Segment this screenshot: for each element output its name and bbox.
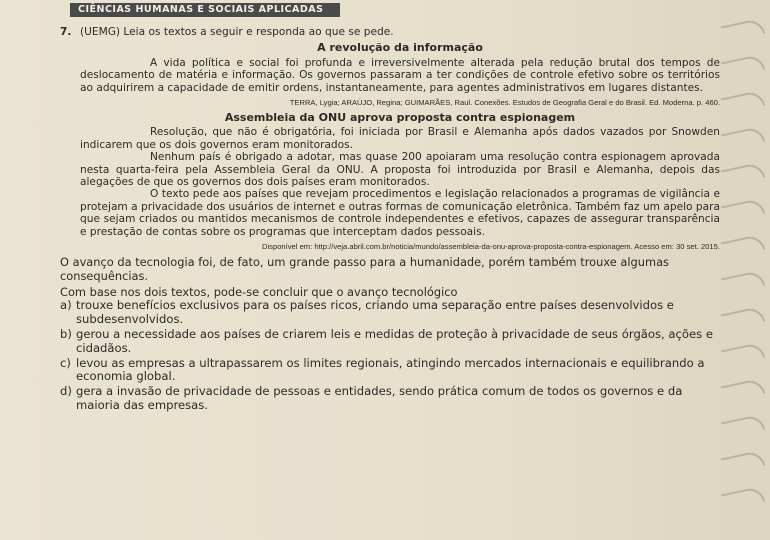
- spiral-ring-icon: [721, 378, 765, 402]
- spiral-ring-icon: [721, 450, 765, 474]
- section-header-band: CIÊNCIAS HUMANAS E SOCIAIS APLICADAS: [70, 3, 340, 17]
- answer-option-b[interactable]: [60, 328, 720, 356]
- option-letter: a): [60, 298, 72, 313]
- text1-body: A vida política e social foi profunda e irreversivelmente alterada pela redução brutal dos tempos de deslocamento de matéria e informação. Os governos passaram a ter condições de controle efetivo sobre os territórios ao adquirirem a capacidade de emitir ordens, instantaneamente, para agentes administrativos em lugares distantes.: [80, 56, 720, 94]
- option-letter: d): [60, 384, 72, 399]
- spiral-ring-icon: [721, 486, 765, 510]
- answer-option-a[interactable]: [60, 299, 720, 327]
- spiral-ring-icon: [721, 126, 765, 150]
- spiral-ring-icon: [721, 306, 765, 330]
- spiral-ring-icon: [721, 234, 765, 258]
- option-text: gera a invasão de privacidade de pessoas e entidades, sendo prática comum de todos os governos e da maioria das empresas.: [76, 384, 683, 412]
- spiral-ring-icon: [721, 54, 765, 78]
- question-content: [60, 26, 720, 414]
- spiral-ring-icon: [721, 414, 765, 438]
- question-intro-text: (UEMG) Leia os textos a seguir e responda ao que se pede.: [80, 26, 394, 38]
- text2-paragraph-3: O texto pede aos países que revejam procedimentos e legislação relacionados a programas de vigilância e protejam a privacidade dos usuários de internet e outras formas de comunicação eletrônica. Também faz um apelo para que sejam criados ou mantidos mecanismos de controle independentes e efetivos, capazes de assegurar transparência e prestação de contas sobre os programas que interceptam dados pessoais.: [80, 188, 720, 238]
- spiral-ring-icon: [721, 162, 765, 186]
- text2-source: Disponível em: http://veja.abril.com.br/noticia/mundo/assembleia-da-onu-aprova-proposta-contra-espionagem. Acesso em: 30 set. 2015.: [262, 242, 720, 252]
- option-text: levou as empresas a ultrapassarem os limites regionais, atingindo mercados internacionais e equilibrando a economia global.: [76, 355, 705, 384]
- text2-paragraph-2: Nenhum país é obrigado a adotar, mas quase 200 apoiaram uma resolução contra espionagem aprovada nesta quarta-feira pela Assembleia Geral da ONU. A proposta foi introduzida por Brasil e Alemanha, depois das alegações de que os governos dos dois países eram monitorados.: [80, 151, 720, 189]
- text1-source: TERRA, Lygia; ARAÚJO, Regina; GUIMARÃES, Raul. Conexões. Estudos de Geografia Geral e do Brasil. Ed. Moderna. p. 460.: [289, 98, 720, 108]
- spiral-ring-icon: [721, 90, 765, 114]
- text2-paragraph-1: Resolução, que não é obrigatória, foi iniciada por Brasil e Alemanha após dados vazados por Snowden indicarem que os dois governos eram monitorados.: [80, 126, 720, 151]
- spiral-ring-icon: [721, 18, 765, 42]
- option-letter: c): [60, 355, 71, 370]
- text1-title: A revolução da informação: [317, 41, 483, 55]
- answer-option-d[interactable]: [60, 385, 720, 413]
- answer-options: [60, 299, 720, 412]
- option-text: gerou a necessidade aos países de criarem leis e medidas de proteção à privacidade de seus órgãos, ações e cidadãos.: [76, 326, 713, 355]
- answer-option-c[interactable]: [60, 357, 720, 385]
- spiral-ring-icon: [721, 198, 765, 222]
- question-stem: Com base nos dois textos, pode-se concluir que o avanço tecnológico: [60, 284, 458, 299]
- option-letter: b): [60, 326, 72, 341]
- spiral-binding: [710, 0, 770, 540]
- question-statement: O avanço da tecnologia foi, de fato, um grande passo para a humanidade, porém também trouxe algumas consequências.: [60, 255, 669, 283]
- text2-title: Assembleia da ONU aprova proposta contra espionagem: [224, 111, 576, 125]
- option-text: trouxe benefícios exclusivos para os países ricos, criando uma separação entre países desenvolvidos e subdesenvolvidos.: [76, 298, 674, 327]
- spiral-ring-icon: [721, 270, 765, 294]
- question-number: 7.: [60, 26, 72, 38]
- spiral-ring-icon: [721, 342, 765, 366]
- question-intro: [60, 26, 720, 38]
- text1-block: [60, 42, 720, 252]
